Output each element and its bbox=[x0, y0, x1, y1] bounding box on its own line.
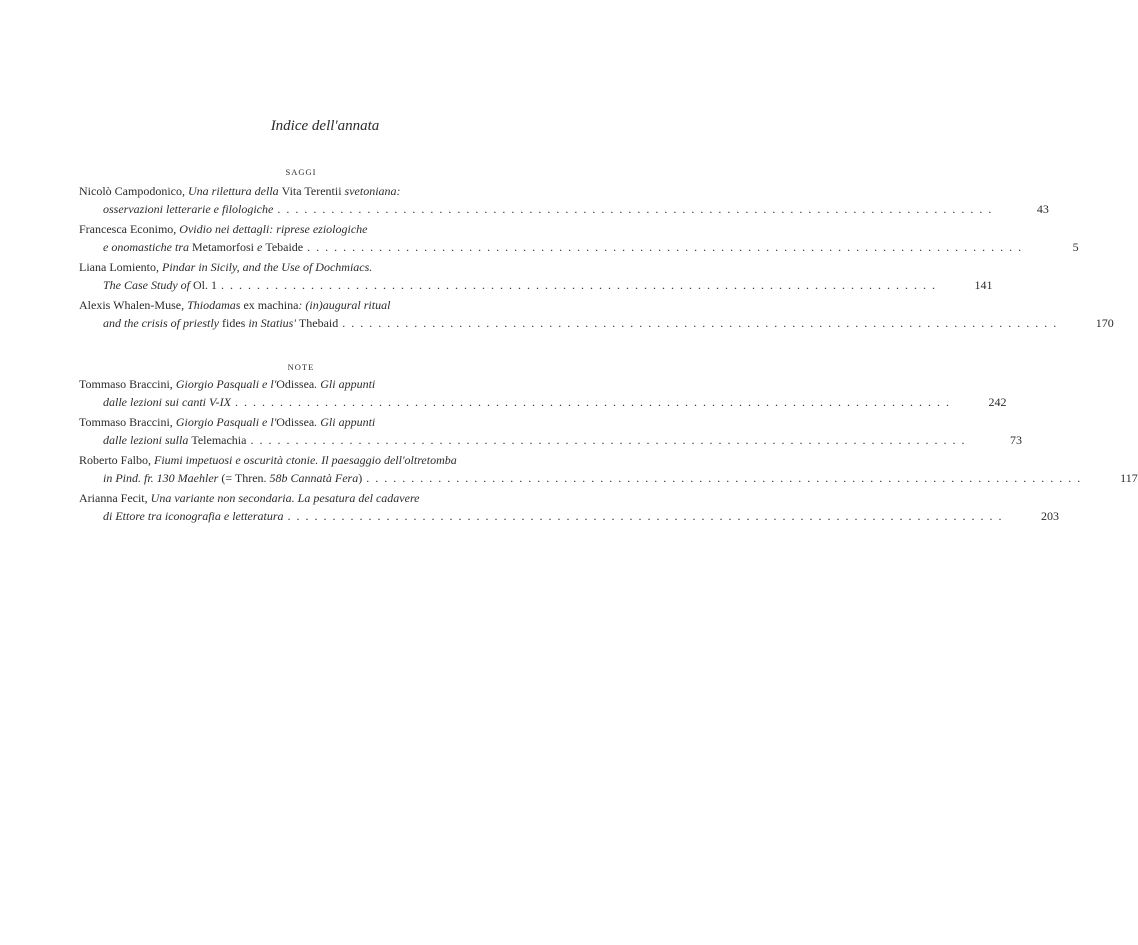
text-segment: The Case Study of bbox=[103, 278, 193, 292]
page-number: 203 bbox=[1041, 509, 1060, 523]
text-segment: Giorgio Pasquali e l' bbox=[175, 415, 277, 429]
text-segment: Una variante non secondaria. La pesatura del cadavere bbox=[150, 491, 420, 505]
toc-entry-continuation bbox=[79, 200, 1049, 218]
toc-entry-author-title bbox=[79, 451, 524, 469]
toc-entry-title-continuation bbox=[103, 507, 284, 525]
text-segment: ex machina bbox=[240, 298, 299, 312]
toc-entry-title-continuation bbox=[103, 276, 217, 294]
text-segment: Thebaid bbox=[298, 316, 339, 330]
text-segment: Telemachia bbox=[191, 433, 247, 447]
text-segment: : (in)augural ritual bbox=[298, 298, 391, 312]
text-segment: ) bbox=[358, 471, 363, 485]
text-segment: Pindar in Sicily, and the Use of Dochmiacs. bbox=[161, 260, 373, 274]
text-segment: Nicolò Campodonico, bbox=[79, 184, 188, 198]
dot-leader: . . . . . . . . . . . . . . . . . . . . . . . . . . . . . . . . . . . . . . . . . . . . . . . . . . . . . . . . . . . . . . . . . . . . . . . . . . . . . . . . bbox=[234, 395, 951, 409]
toc-entry-author-title bbox=[79, 258, 524, 276]
page-number: 43 bbox=[1036, 202, 1049, 216]
toc-entry-title-continuation bbox=[103, 314, 338, 332]
toc-entry-author-title bbox=[79, 489, 524, 507]
text-segment: Fiumi impetuosi e oscurità ctonie. Il paesaggio dell'oltretomba bbox=[154, 453, 457, 467]
text-segment: in Statius' bbox=[245, 316, 299, 330]
text-segment: dalle lezioni sui canti V-IX bbox=[103, 395, 231, 409]
page-number: 170 bbox=[1095, 316, 1114, 330]
text-segment: (= Thren. bbox=[221, 471, 270, 485]
text-segment: Tebaide bbox=[265, 240, 304, 254]
section-saggi-entries bbox=[79, 182, 1114, 334]
text-segment: fides bbox=[222, 316, 246, 330]
dot-leader: . . . . . . . . . . . . . . . . . . . . . . . . . . . . . . . . . . . . . . . . . . . . . . . . . . . . . . . . . . . . . . . . . . . . . . . . . . . . . . . . bbox=[366, 471, 1082, 485]
text-segment: Ol. 1 bbox=[193, 278, 217, 292]
toc-entry-continuation bbox=[79, 393, 1007, 411]
toc-entry-continuation bbox=[79, 431, 1022, 449]
page-number: 242 bbox=[988, 395, 1007, 409]
dot-leader: . . . . . . . . . . . . . . . . . . . . . . . . . . . . . . . . . . . . . . . . . . . . . . . . . . . . . . . . . . . . . . . . . . . . . . . . . . . . . . . . bbox=[307, 240, 1023, 254]
text-segment: e onomastiche tra bbox=[103, 240, 192, 254]
toc-entry bbox=[79, 489, 1060, 525]
toc-entry-continuation bbox=[79, 469, 1138, 487]
page-number: 117 bbox=[1120, 471, 1138, 485]
toc-entry-continuation bbox=[79, 507, 1060, 525]
text-segment: Francesca Econimo, bbox=[79, 222, 180, 236]
text-segment: svetoniana: bbox=[341, 184, 401, 198]
page-title: Indice dell'annata bbox=[270, 118, 380, 134]
text-segment: Liana Lomiento, bbox=[79, 260, 162, 274]
page-number: 73 bbox=[1009, 433, 1022, 447]
text-segment: Tommaso Braccini, bbox=[79, 415, 176, 429]
section-heading-saggi: SAGGI bbox=[285, 167, 317, 177]
text-segment: Vita Terentii bbox=[281, 184, 342, 198]
toc-entry-title-continuation bbox=[103, 431, 246, 449]
section-heading-note: NOTE bbox=[287, 362, 315, 372]
text-segment: dalle lezioni sulla bbox=[103, 433, 192, 447]
text-segment: di Ettore tra iconografia e letteratura bbox=[103, 509, 284, 523]
toc-entry-title-continuation bbox=[103, 393, 231, 411]
toc-entry bbox=[79, 451, 1138, 487]
text-segment: Alexis Whalen-Muse, bbox=[79, 298, 188, 312]
text-segment: . Gli appunti bbox=[314, 377, 376, 391]
toc-entry-continuation bbox=[79, 276, 993, 294]
text-segment: osservazioni letterarie e filologiche bbox=[103, 202, 274, 216]
toc-entry-author-title bbox=[79, 413, 524, 431]
text-segment: in Pind. fr. 130 Maehler bbox=[103, 471, 222, 485]
toc-entry-continuation bbox=[79, 238, 1079, 256]
text-segment: Odissea bbox=[276, 415, 315, 429]
toc-entry bbox=[79, 375, 1007, 411]
text-segment: Metamorfosi bbox=[192, 240, 254, 254]
toc-entry bbox=[79, 182, 1049, 218]
toc-entry bbox=[79, 413, 1022, 449]
text-segment: 58b Cannatà Fera bbox=[269, 471, 359, 485]
page-number: 141 bbox=[974, 278, 993, 292]
text-segment: . Gli appunti bbox=[314, 415, 376, 429]
dot-leader: . . . . . . . . . . . . . . . . . . . . . . . . . . . . . . . . . . . . . . . . . . . . . . . . . . . . . . . . . . . . . . . . . . . . . . . . . . . . . . . . bbox=[277, 202, 993, 216]
toc-entry bbox=[79, 220, 1079, 256]
toc-entry-continuation bbox=[79, 314, 1114, 332]
toc-entry-author-title bbox=[79, 296, 524, 314]
text-segment: Tommaso Braccini, bbox=[79, 377, 176, 391]
dot-leader: . . . . . . . . . . . . . . . . . . . . . . . . . . . . . . . . . . . . . . . . . . . . . . . . . . . . . . . . . . . . . . . . . . . . . . . . . . . . . . . . bbox=[287, 509, 1004, 523]
dot-leader: . . . . . . . . . . . . . . . . . . . . . . . . . . . . . . . . . . . . . . . . . . . . . . . . . . . . . . . . . . . . . . . . . . . . . . . . . . . . . . . . bbox=[342, 316, 1058, 330]
text-segment: Roberto Falbo, bbox=[79, 453, 154, 467]
toc-entry-author-title bbox=[79, 220, 524, 238]
text-segment: Arianna Fecit, bbox=[79, 491, 151, 505]
text-segment: Giorgio Pasquali e l' bbox=[175, 377, 277, 391]
text-segment: Odissea bbox=[276, 377, 315, 391]
toc-entry-author-title bbox=[79, 182, 524, 200]
text-segment: e bbox=[254, 240, 266, 254]
section-note-entries bbox=[79, 375, 1138, 527]
toc-entry-title-continuation bbox=[103, 238, 303, 256]
toc-entry bbox=[79, 296, 1114, 332]
toc-entry-author-title bbox=[79, 375, 524, 393]
dot-leader: . . . . . . . . . . . . . . . . . . . . . . . . . . . . . . . . . . . . . . . . . . . . . . . . . . . . . . . . . . . . . . . . . . . . . . . . . . . . . . . . bbox=[221, 278, 937, 292]
toc-entry-title-continuation bbox=[103, 200, 273, 218]
text-segment: Una rilettura della bbox=[187, 184, 282, 198]
text-segment: Ovidio nei dettagli: riprese eziologiche bbox=[179, 222, 368, 236]
toc-entry bbox=[79, 258, 993, 294]
text-segment: Thiodamas bbox=[187, 298, 241, 312]
text-segment: and the crisis of priestly bbox=[103, 316, 222, 330]
dot-leader: . . . . . . . . . . . . . . . . . . . . . . . . . . . . . . . . . . . . . . . . . . . . . . . . . . . . . . . . . . . . . . . . . . . . . . . . . . . . . . . . bbox=[250, 433, 966, 447]
toc-entry-title-continuation bbox=[103, 469, 362, 487]
page-number: 5 bbox=[1072, 240, 1079, 254]
